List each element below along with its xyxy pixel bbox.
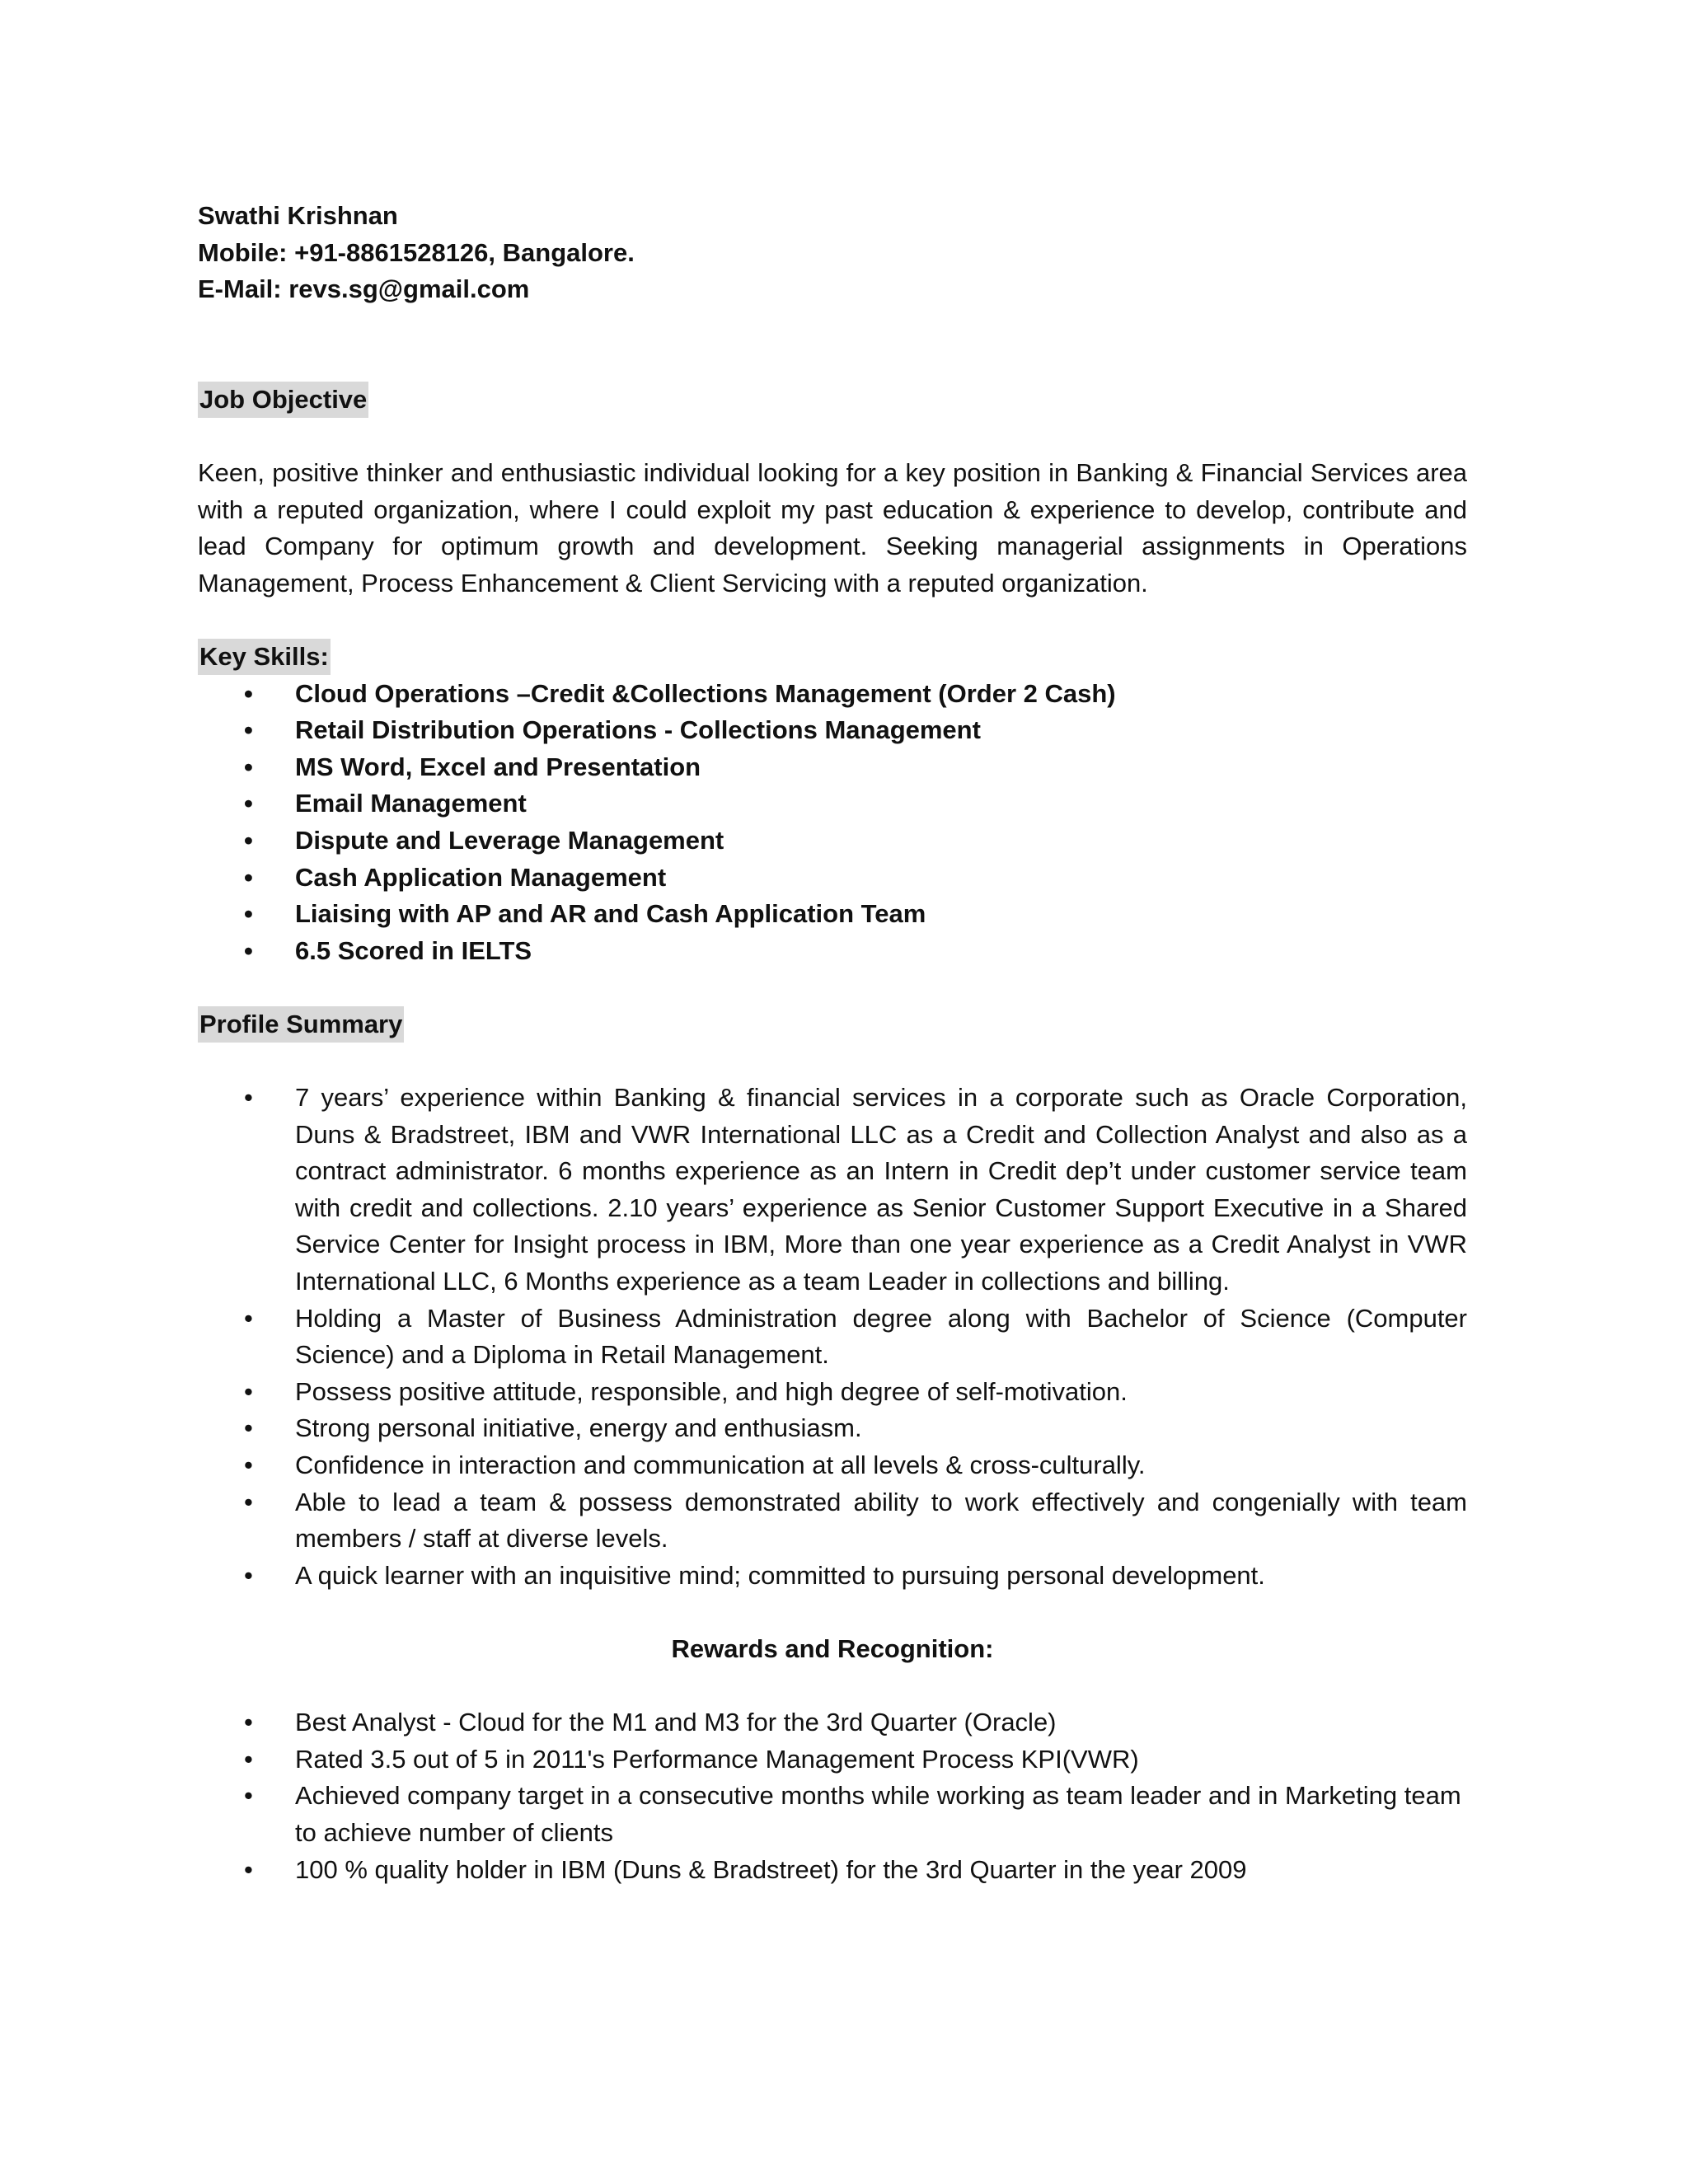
list-item: • Rated 3.5 out of 5 in 2011's Performance Management Process KPI(VWR) [198,1741,1467,1779]
list-item: • 6.5 Scored in IELTS [198,933,1467,970]
bullet-icon: • [244,1487,253,1516]
profile-summary-heading: Profile Summary [198,1006,404,1043]
list-item: • Achieved company target in a consecutive months while working as team leader and in Marketing team to achieve number of clients [198,1778,1467,1851]
bullet-icon: • [244,1083,253,1113]
bullet-icon: • [244,1781,253,1811]
list-item: • Dispute and Leverage Management [198,823,1467,860]
bullet-icon: • [244,1560,253,1590]
list-item: • Able to lead a team & possess demonstrated ability to work effectively and congenially with team members / staff at diverse levels. [198,1484,1467,1558]
bullet-icon: • [244,1708,253,1737]
bullet-icon: • [244,825,253,855]
bullet-icon: • [244,1854,253,1884]
profile-summary-list [198,1080,1467,1594]
list-item: • Liaising with AP and AR and Cash Application Team [198,896,1467,933]
bullet-icon: • [244,935,253,965]
rewards-heading: Rewards and Recognition: [671,1633,994,1663]
bullet-icon: • [244,1413,253,1443]
list-item: • MS Word, Excel and Presentation [198,749,1467,786]
key-skills-list [198,676,1467,970]
list-item: • Cloud Operations –Credit &Collections Management (Order 2 Cash) [198,676,1467,713]
bullet-icon: • [244,752,253,781]
list-item: • A quick learner with an inquisitive mind; committed to pursuing personal development. [198,1558,1467,1595]
job-objective-heading: Job Objective [198,382,368,418]
list-item: • Strong personal initiative, energy and enthusiasm. [198,1410,1467,1447]
bullet-icon: • [244,789,253,818]
bullet-icon: • [244,1744,253,1774]
resume-page [198,198,1467,1888]
list-item: • Confidence in interaction and communication at all levels & cross-culturally. [198,1447,1467,1484]
bullet-icon: • [244,1303,253,1333]
bullet-icon: • [244,1451,253,1479]
list-item: • Cash Application Management [198,860,1467,897]
bullet-icon: • [244,1376,253,1406]
list-item: • 7 years’ experience within Banking & financial services in a corporate such as Oracle Corporation, Duns & Bradstreet, IBM and VWR International LLC as a Credit and Collection Analyst and also as a contract administrator. 6 months experience as an Intern in Credit dep’t under customer service team with credit and collections. 2.10 years’ experience as Senior Customer Support Executive in a Shared Service Center for Insight process in IBM, More than one year experience as a Credit Analyst in VWR International LLC, 6 Months experience as a team Leader in collections and billing. [198,1080,1467,1301]
bullet-icon: • [244,678,253,708]
list-item: • Possess positive attitude, responsible, and high degree of self-motivation. [198,1374,1467,1411]
bullet-icon: • [244,715,253,745]
candidate-name: Swathi Krishnan [198,201,398,230]
list-item: • 100 % quality holder in IBM (Duns & Bradstreet) for the 3rd Quarter in the year 2009 [198,1852,1467,1889]
key-skills-heading: Key Skills: [198,639,331,675]
list-item: • Holding a Master of Business Administration degree along with Bachelor of Science (Computer Science) and a Diploma in Retail Management. [198,1301,1467,1374]
list-item: • Email Management [198,785,1467,823]
bullet-icon: • [244,899,253,929]
list-item: • Retail Distribution Operations - Collections Management [198,712,1467,749]
rewards-list [198,1704,1467,1888]
contact-block [198,198,1467,308]
list-item: • Best Analyst - Cloud for the M1 and M3 for the 3rd Quarter (Oracle) [198,1704,1467,1741]
contact-email: E-Mail: revs.sg@gmail.com [198,274,530,304]
job-objective-text: Keen, positive thinker and enthusiastic individual looking for a key position in Banking & Financial Services area with a reputed organization, where I could exploit my past education & experience to develop, contribute and lead Company for optimum growth and development. Seeking managerial assignments in Operations Management, Process Enhancement & Client Servicing with a reputed organization. [198,457,1467,598]
contact-mobile: Mobile: +91-8861528126, Bangalore. [198,237,635,267]
bullet-icon: • [244,862,253,892]
